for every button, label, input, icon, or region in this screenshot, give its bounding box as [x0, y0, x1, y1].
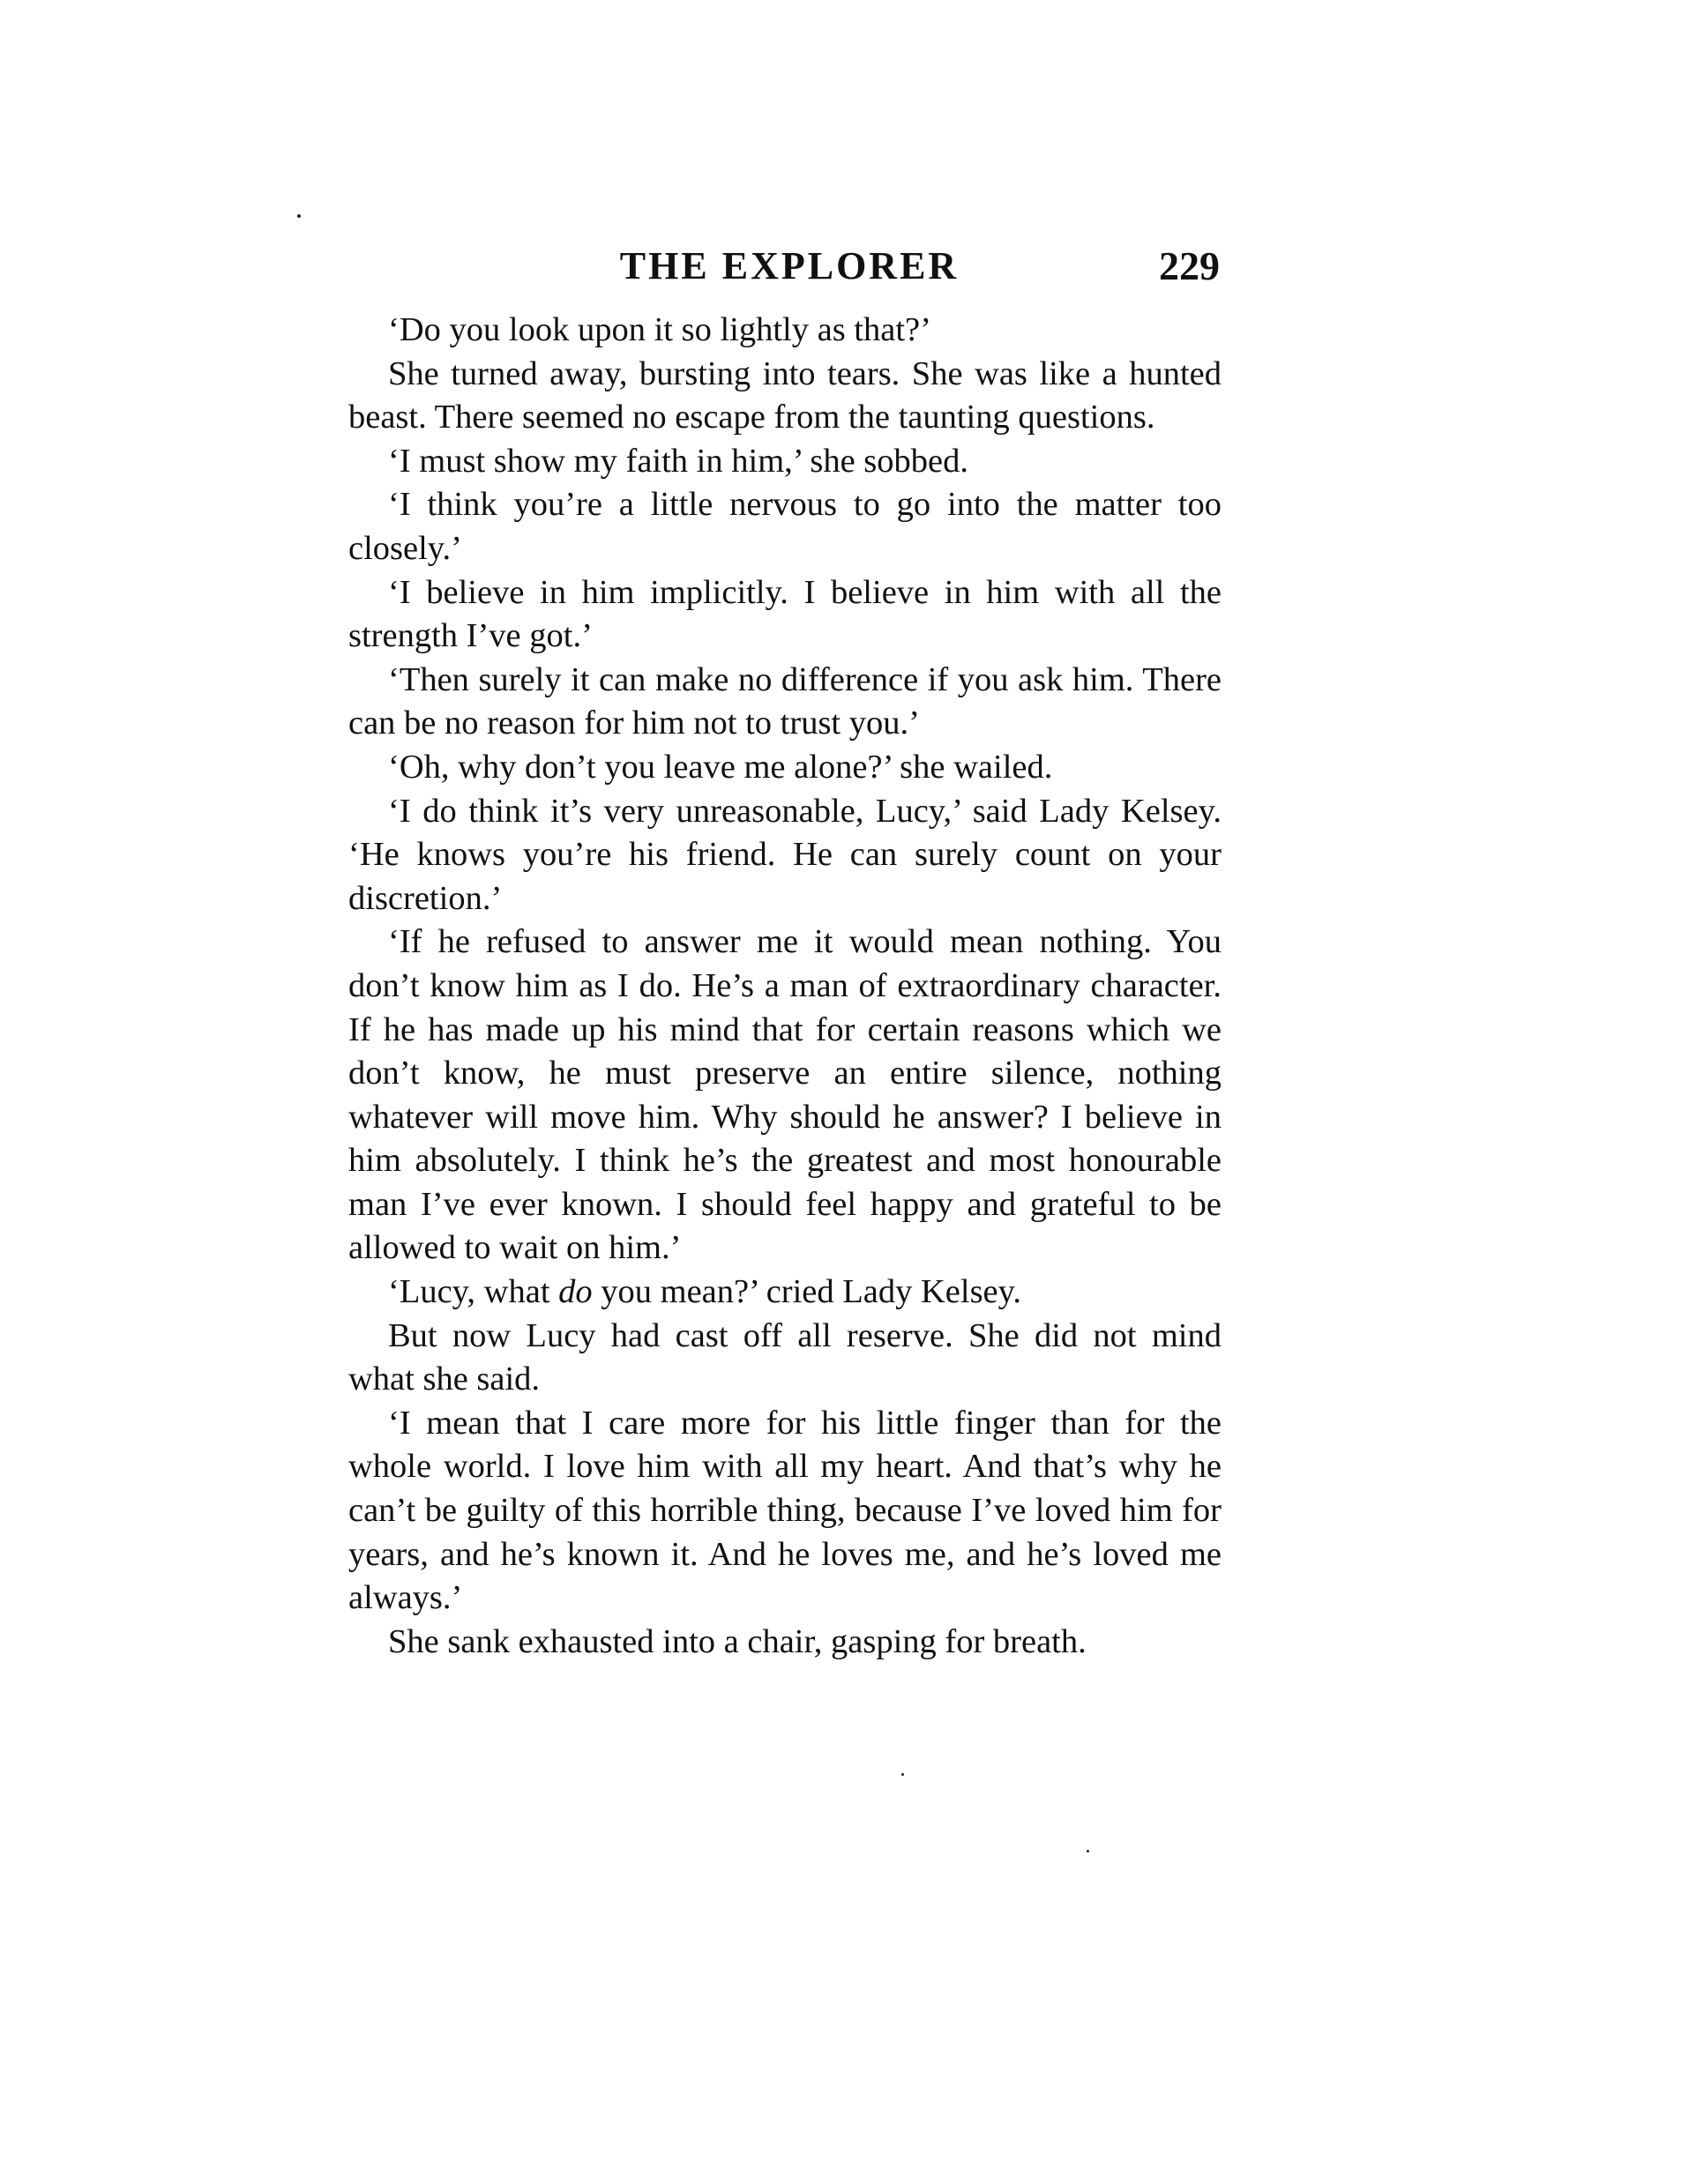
ink-speck: [297, 214, 301, 218]
paragraph: ‘I mean that I care more for his little finger than for the whole world. I love him with all my heart. And that’s why he can’t be guilty of this horrible thing, because I’ve loved him for years, and he’s known it. And he loves me, and he’s loved me always.’: [348, 1404, 1222, 1617]
running-title: THE EXPLORER: [619, 244, 960, 287]
paragraph: ‘Do you look upon it so lightly as that?’: [388, 311, 931, 348]
paragraph: ‘I believe in him implicitly. I believe in him with all the strength I’ve got.’: [348, 573, 1222, 655]
paragraph: But now Lucy had cast off all reserve. She did not mind what she said.: [348, 1316, 1222, 1398]
paragraph: ‘Oh, why don’t you leave me alone?’ she wailed.: [388, 748, 1053, 786]
page-number: 229: [1159, 243, 1220, 288]
paragraph-text: you mean?’ cried Lady Kelsey.: [592, 1273, 1022, 1311]
paragraph: ‘If he refused to answer me it would mean nothing. You don’t know him as I do. He’s a man of extraordinary character. If he has made up his mind that for certain reasons which we don’t know, he must preserve an entire silence, nothing whatever will move him. Why should he answer? I believe in him absolutely. I think he’s the greatest and most honourable man I’ve ever known. I should feel happy and grateful to be allowed to wait on him.’: [348, 923, 1222, 1267]
paragraph: ‘I must show my faith in him,’ she sobbed.: [388, 442, 968, 480]
paragraph: She sank exhausted into a chair, gasping for breath.: [388, 1622, 1087, 1660]
ink-speck: [1087, 1850, 1089, 1852]
paragraph: She turned away, bursting into tears. She was like a hunted beast. There seemed no escape from the taunting questions.: [348, 354, 1222, 436]
paragraph: ‘I do think it’s very unreasonable, Lucy,’ said Lady Kelsey. ‘He knows you’re his friend. He can surely count on your discretion.’: [348, 792, 1222, 917]
page-header: [348, 240, 1230, 293]
paragraph: ‘Then surely it can make no difference if you ask him. There can be no reason for him not to trust you.’: [348, 660, 1222, 742]
paragraph: [348, 1271, 1222, 1315]
ink-speck: [901, 1773, 904, 1776]
paragraph: ‘I think you’re a little nervous to go into the matter too closely.’: [348, 486, 1222, 567]
emphasis-text: do: [558, 1273, 593, 1311]
body-text: [348, 309, 1222, 1664]
paragraph-text: ‘Lucy, what: [388, 1273, 559, 1311]
